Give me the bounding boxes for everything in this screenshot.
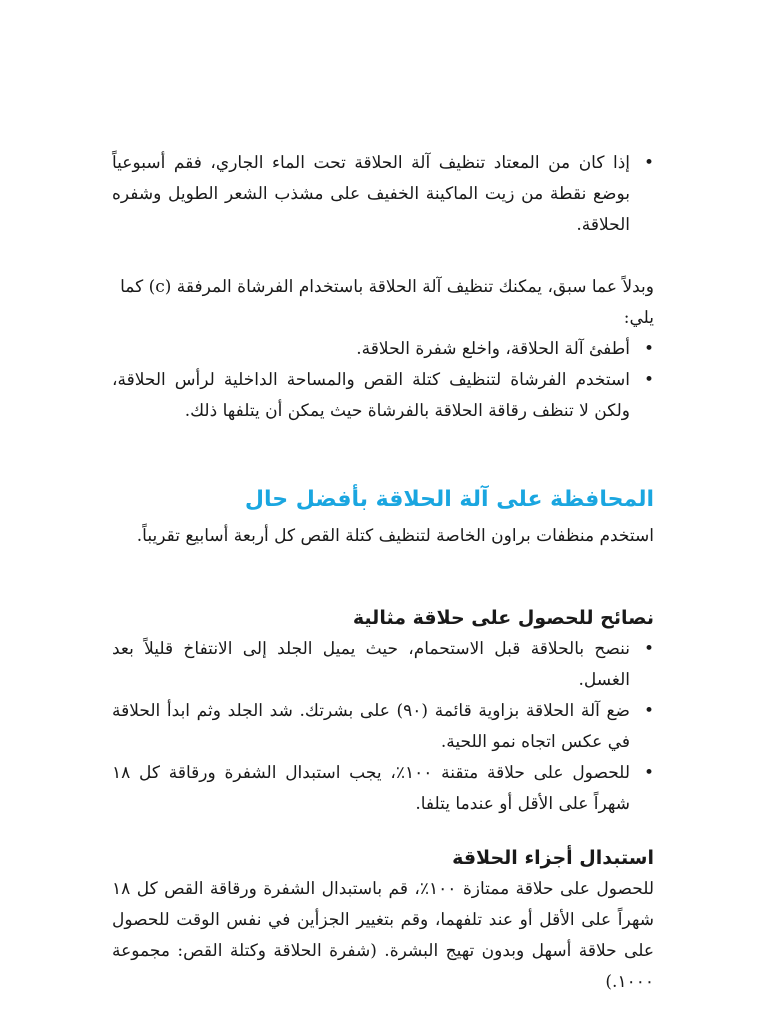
bullet-text: للحصول على حلاقة متقنة ١٠٠٪، يجب استبدال الشفرة ورقاقة كل ١٨ شهراً على الأقل أو عندما يتلفا. (112, 763, 630, 814)
bullet-icon: • (643, 763, 654, 783)
brush-intro: وبدلاً عما سبق، يمكنك تنظيف آلة الحلاقة باستخدام الفرشاة المرفقة (c) كما يلي: (120, 277, 654, 328)
list-item (112, 365, 654, 427)
bullet-icon: • (643, 153, 654, 173)
parts-text: للحصول على حلاقة ممتازة ١٠٠٪، قم باستبدال الشفرة ورقاقة القص كل ١٨ شهراً على الأقل أو عند تلفهما، وقم بتغيير الجزأين في نفس الوقت للحصول على حلاقة أسهل وبدون تهيج البشرة. (شفرة الحلاقة وكتلة القص: مجموعة ١٠٠٠.) (112, 879, 654, 992)
list-item (112, 148, 654, 241)
list-item (112, 334, 654, 365)
bullet-icon: • (643, 701, 654, 721)
cleaning-bullets (112, 148, 654, 241)
bullet-text: ننصح بالحلاقة قبل الاستحمام، حيث يميل الجلد إلى الانتفاخ قليلاً بعد الغسل. (112, 639, 630, 690)
brush-steps (112, 334, 654, 427)
bullet-text: أطفئ آلة الحلاقة، واخلع شفرة الحلاقة. (356, 339, 630, 359)
tips-heading: نصائح للحصول على حلاقة مثالية (352, 607, 654, 629)
bullet-text: استخدم الفرشاة لتنظيف كتلة القص والمساحة الداخلية لرأس الحلاقة، ولكن لا تنظف رقاقة الحلاقة بالفرشاة حيث يمكن أن يتلفها ذلك. (112, 370, 630, 421)
bullet-icon: • (643, 639, 654, 659)
maintenance-heading: المحافظة على آلة الحلاقة بأفضل حال (244, 487, 654, 512)
bullet-icon: • (643, 339, 654, 359)
bullet-icon: • (643, 370, 654, 390)
maintenance-text: استخدم منظفات براون الخاصة لتنظيف كتلة القص كل أربعة أسابيع تقريباً. (136, 526, 654, 546)
bullet-text: إذا كان من المعتاد تنظيف آلة الحلاقة تحت الماء الجاري، فقم أسبوعياً بوضع نقطة من زيت الماكينة الخفيف على مشذب الشعر الطويل وشفره الحلاقة. (112, 153, 630, 235)
list-item (112, 758, 654, 820)
parts-heading: استبدال أجزاء الحلاقة (452, 847, 654, 869)
list-item (112, 696, 654, 758)
bullet-text: ضع آلة الحلاقة بزاوية قائمة (٩٠) على بشرتك. شد الجلد وثم ابدأ الحلاقة في عكس اتجاه نمو اللحية. (112, 701, 630, 752)
tips-list (112, 634, 654, 820)
list-item (112, 634, 654, 696)
